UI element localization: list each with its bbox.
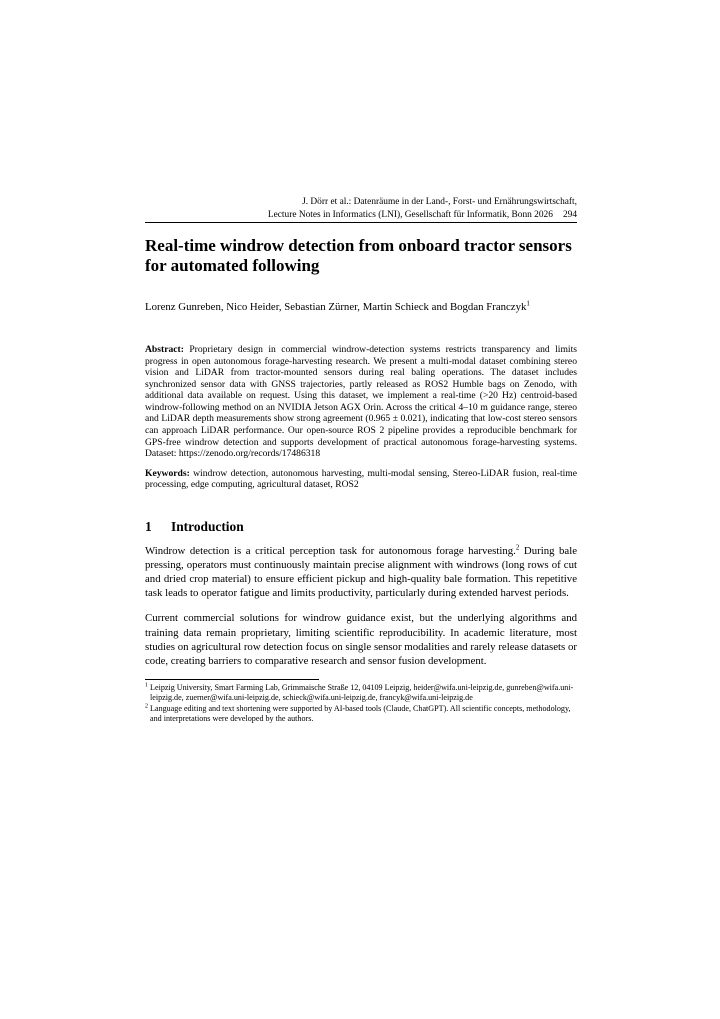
running-head-series: Lecture Notes in Informatics (LNI), Gesellschaft für Informatik, Bonn 2026	[267, 209, 553, 220]
footnote-2-text: Language editing and text shortening were supported by AI-based tools (Claude, ChatGPT). All scientific concepts, methodology, and interpretations were developed by the authors.	[150, 703, 571, 723]
keywords-label: Keywords:	[145, 467, 190, 479]
intro-paragraph-1-text: Windrow detection is a critical perception task for autonomous forage harvesting.	[145, 544, 516, 557]
page-number: 294	[562, 209, 577, 220]
author-names: Lorenz Gunreben, Nico Heider, Sebastian Zürner, Martin Schieck and Bogdan Franczyk	[145, 301, 527, 313]
paper-title: Real-time windrow detection from onboard tractor sensors for automated following	[145, 236, 572, 275]
running-head-line-2	[145, 209, 577, 222]
intro-paragraph-2: Current commercial solutions for windrow guidance exist, but the underlying algorithms and training data remain proprietary, limiting scientific reproducibility. In academic literature, most studies on agricultural row detection focus on single sensor modalities and rarely release datasets or code, creating barriers to comparative research and sensor fusion development.	[145, 612, 577, 667]
intro-paragraph-1-rest: During bale pressing, operators must continuously maintain precise alignment with windrows (long rows of cut and dried crop material) to ensure efficient pickup and high-quality bale formation. This repetitive task leads to operator fatigue and limits productivity, particularly during extended harvest periods.	[145, 544, 578, 600]
keywords	[145, 468, 577, 491]
footnote-1-text: Leipzig University, Smart Farming Lab, Grimmaische Straße 12, 04109 Leipzig, heider@wifa.uni-leipzig.de, gunreben@wifa.uni-leipzig.de, zuerner@wifa.uni-leipzig.de, schieck@wifa.uni-leipzig.de, francyk@wifa.uni-leipzig.de	[150, 683, 574, 703]
footnote-2-mark: 2	[145, 702, 148, 709]
running-head	[145, 196, 577, 221]
header-rule	[145, 222, 577, 223]
paper-page	[145, 196, 577, 724]
running-head-line-1: J. Dörr et al.: Datenräume in der Land-, Forst- und Ernährungswirtschaft,	[302, 197, 577, 207]
author-list	[145, 300, 577, 314]
footnote-2	[145, 704, 577, 724]
affiliation-marker: 1	[526, 299, 530, 308]
footnote-rule	[145, 679, 319, 680]
keywords-text: windrow detection, autonomous harvesting, multi-modal sensing, Stereo-LiDAR fusion, real-time processing, edge computing, agricultural dataset, ROS2	[145, 467, 577, 491]
section-heading-introduction	[145, 519, 577, 535]
abstract-label: Abstract:	[145, 344, 184, 356]
footnotes	[145, 683, 577, 724]
intro-paragraph-1	[145, 544, 577, 601]
footnote-ref-2: 2	[515, 543, 520, 552]
section-title: Introduction	[171, 518, 244, 534]
abstract-text: Proprietary design in commercial windrow-detection systems restricts transparency and limits progress in open autonomous forage-harvesting research. We present a multi-modal dataset combining stereo vision and LiDAR from tractor-mounted sensors during real baling operations. The dataset includes synchronized sensor data with GNSS trajectories, partly released as ROS2 Humble bags on Zenodo, with additional data available on request. Using this dataset, we implement a real-time (>20 Hz) centroid-based windrow-following method on an NVIDIA Jetson AGX Orin. Across the critical 4–10 m guidance range, stereo and LiDAR depth measurements show strong agreement (0.965 ± 0.021), indicating that low-cost stereo sensors can approach LiDAR performance. Our open-source ROS 2 pipeline provides a reproducible benchmark for GPS-free windrow detection and supports development of practical autonomous forage-harvesting systems. Dataset: https://zenodo.org/records/17486318	[145, 344, 577, 460]
footnote-1	[145, 683, 577, 703]
abstract	[145, 344, 577, 459]
footnote-1-mark: 1	[145, 682, 148, 689]
section-number: 1	[145, 518, 152, 534]
